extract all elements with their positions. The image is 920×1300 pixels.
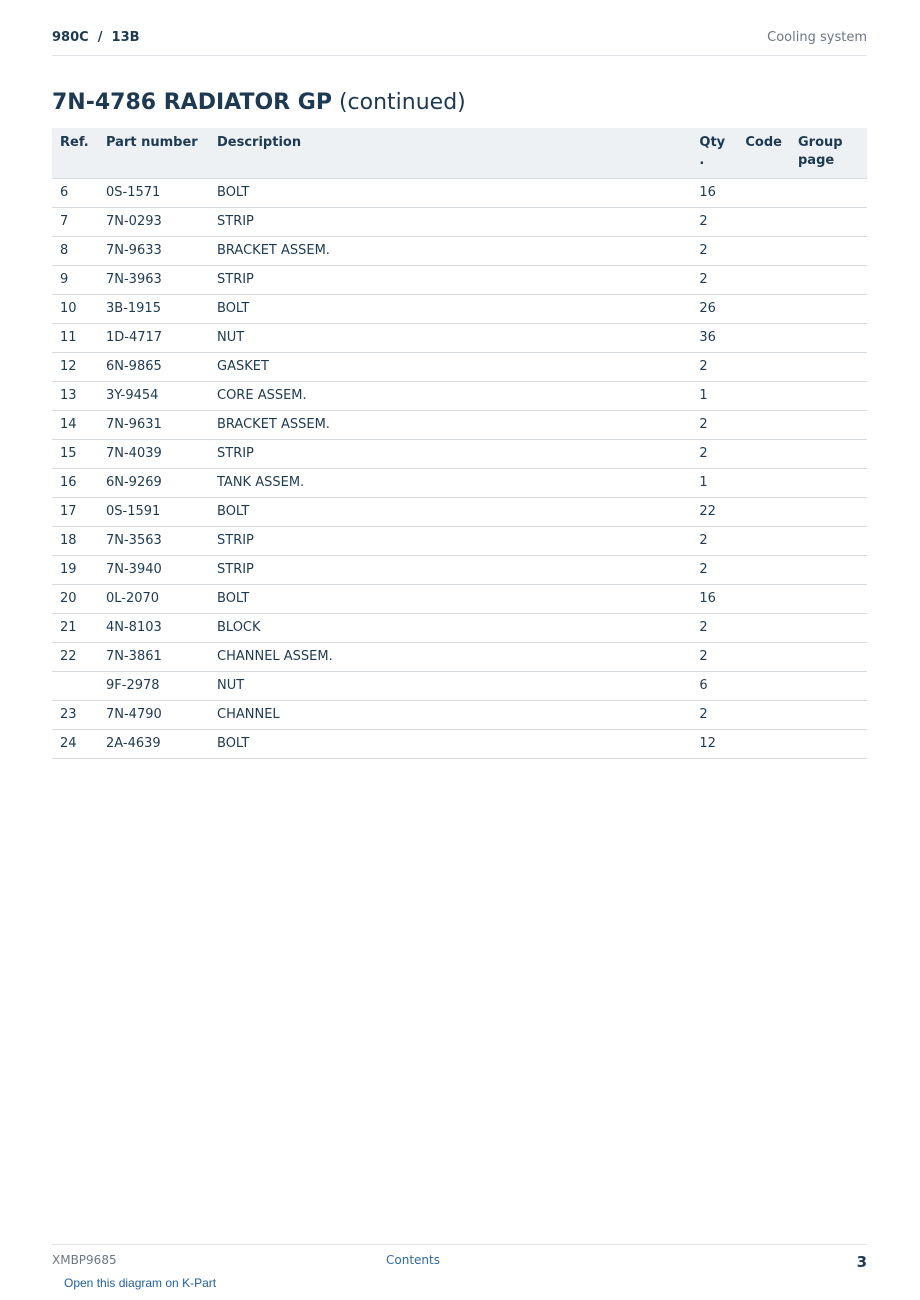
row-ref: 6	[52, 179, 98, 208]
row-group-page	[790, 411, 867, 440]
row-description: CORE ASSEM.	[209, 382, 691, 411]
col-qty: Qty .	[691, 128, 737, 179]
row-part-number: 7N-9631	[98, 411, 209, 440]
model-label: 980C / 13B	[52, 30, 140, 45]
row-part-number: 0S-1571	[98, 179, 209, 208]
row-group-page	[790, 730, 867, 759]
row-part-number: 3Y-9454	[98, 382, 209, 411]
row-description: GASKET	[209, 353, 691, 382]
row-part-number: 4N-8103	[98, 614, 209, 643]
row-code	[737, 701, 790, 730]
row-code	[737, 527, 790, 556]
row-group-page	[790, 324, 867, 353]
page-title	[52, 90, 466, 115]
row-qty: 16	[691, 179, 737, 208]
title-part: 7N-4786 RADIATOR GP	[52, 90, 332, 115]
row-group-page	[790, 208, 867, 237]
row-ref: 7	[52, 208, 98, 237]
row-ref: 20	[52, 585, 98, 614]
table-row	[52, 730, 867, 759]
row-ref: 8	[52, 237, 98, 266]
table-row	[52, 382, 867, 411]
table-row	[52, 701, 867, 730]
row-code	[737, 237, 790, 266]
table-row	[52, 411, 867, 440]
row-group-page	[790, 295, 867, 324]
row-qty: 2	[691, 527, 737, 556]
row-description: BOLT	[209, 498, 691, 527]
row-code	[737, 208, 790, 237]
col-code: Code	[737, 128, 790, 179]
row-description: BOLT	[209, 585, 691, 614]
table-row	[52, 585, 867, 614]
row-code	[737, 643, 790, 672]
row-qty: 2	[691, 701, 737, 730]
row-qty: 26	[691, 295, 737, 324]
row-description: BRACKET ASSEM.	[209, 411, 691, 440]
table-row	[52, 266, 867, 295]
row-ref: 16	[52, 469, 98, 498]
doc-id: XMBP9685	[52, 1253, 117, 1267]
row-code	[737, 266, 790, 295]
row-ref: 9	[52, 266, 98, 295]
col-group-page: Group page	[790, 128, 867, 179]
title-suffix: (continued)	[338, 90, 466, 115]
row-ref: 22	[52, 643, 98, 672]
row-part-number: 7N-3940	[98, 556, 209, 585]
row-part-number: 7N-0293	[98, 208, 209, 237]
row-ref: 24	[52, 730, 98, 759]
table-row	[52, 469, 867, 498]
row-group-page	[790, 701, 867, 730]
row-group-page	[790, 353, 867, 382]
row-group-page	[790, 498, 867, 527]
row-ref: 21	[52, 614, 98, 643]
table-row	[52, 324, 867, 353]
row-group-page	[790, 614, 867, 643]
row-ref: 19	[52, 556, 98, 585]
table-row	[52, 556, 867, 585]
row-code	[737, 614, 790, 643]
row-code	[737, 353, 790, 382]
row-group-page	[790, 643, 867, 672]
row-code	[737, 730, 790, 759]
table-row	[52, 672, 867, 701]
row-qty: 2	[691, 266, 737, 295]
row-ref: 11	[52, 324, 98, 353]
row-description: STRIP	[209, 208, 691, 237]
row-part-number: 3B-1915	[98, 295, 209, 324]
row-description: NUT	[209, 324, 691, 353]
row-ref: 17	[52, 498, 98, 527]
row-ref	[52, 672, 98, 701]
table-row	[52, 643, 867, 672]
row-qty: 1	[691, 469, 737, 498]
col-description: Description	[209, 128, 691, 179]
row-code	[737, 440, 790, 469]
row-qty: 2	[691, 556, 737, 585]
row-description: BRACKET ASSEM.	[209, 237, 691, 266]
row-part-number: 9F-2978	[98, 672, 209, 701]
row-description: BLOCK	[209, 614, 691, 643]
col-ref: Ref.	[52, 128, 98, 179]
section-label: Cooling system	[767, 30, 867, 45]
row-code	[737, 469, 790, 498]
row-code	[737, 295, 790, 324]
row-part-number: 7N-3963	[98, 266, 209, 295]
row-group-page	[790, 585, 867, 614]
row-ref: 13	[52, 382, 98, 411]
page-footer	[52, 1244, 867, 1271]
row-description: STRIP	[209, 266, 691, 295]
row-part-number: 6N-9269	[98, 469, 209, 498]
row-qty: 36	[691, 324, 737, 353]
row-code	[737, 411, 790, 440]
row-ref: 10	[52, 295, 98, 324]
row-code	[737, 179, 790, 208]
row-group-page	[790, 672, 867, 701]
row-qty: 2	[691, 643, 737, 672]
row-description: CHANNEL	[209, 701, 691, 730]
row-description: BOLT	[209, 730, 691, 759]
row-code	[737, 556, 790, 585]
parts-table	[52, 128, 867, 759]
row-qty: 22	[691, 498, 737, 527]
row-code	[737, 324, 790, 353]
row-description: STRIP	[209, 527, 691, 556]
table-row	[52, 295, 867, 324]
row-group-page	[790, 237, 867, 266]
row-part-number: 7N-4790	[98, 701, 209, 730]
table-row	[52, 440, 867, 469]
row-ref: 23	[52, 701, 98, 730]
row-description: STRIP	[209, 440, 691, 469]
row-part-number: 7N-4039	[98, 440, 209, 469]
row-group-page	[790, 179, 867, 208]
table-row	[52, 208, 867, 237]
row-part-number: 0L-2070	[98, 585, 209, 614]
row-code	[737, 498, 790, 527]
row-qty: 2	[691, 411, 737, 440]
row-group-page	[790, 440, 867, 469]
row-ref: 14	[52, 411, 98, 440]
row-description: BOLT	[209, 295, 691, 324]
row-part-number: 7N-3563	[98, 527, 209, 556]
row-group-page	[790, 469, 867, 498]
row-part-number: 0S-1591	[98, 498, 209, 527]
row-qty: 2	[691, 208, 737, 237]
row-part-number: 7N-3861	[98, 643, 209, 672]
row-description: BOLT	[209, 179, 691, 208]
row-part-number: 7N-9633	[98, 237, 209, 266]
row-group-page	[790, 527, 867, 556]
row-code	[737, 585, 790, 614]
col-part-number: Part number	[98, 128, 209, 179]
row-part-number: 1D-4717	[98, 324, 209, 353]
row-part-number: 6N-9865	[98, 353, 209, 382]
row-code	[737, 382, 790, 411]
table-row	[52, 353, 867, 382]
row-qty: 16	[691, 585, 737, 614]
table-row	[52, 179, 867, 208]
row-description: NUT	[209, 672, 691, 701]
table-header-row	[52, 128, 867, 179]
page-header	[52, 28, 867, 56]
row-code	[737, 672, 790, 701]
row-qty: 6	[691, 672, 737, 701]
table-row	[52, 237, 867, 266]
row-qty: 2	[691, 237, 737, 266]
kpart-link[interactable]: Open this diagram on K-Part	[64, 1276, 217, 1290]
row-description: TANK ASSEM.	[209, 469, 691, 498]
row-qty: 2	[691, 440, 737, 469]
contents-link[interactable]: Contents	[386, 1253, 440, 1267]
row-description: STRIP	[209, 556, 691, 585]
row-qty: 1	[691, 382, 737, 411]
row-ref: 15	[52, 440, 98, 469]
row-description: CHANNEL ASSEM.	[209, 643, 691, 672]
row-qty: 12	[691, 730, 737, 759]
row-ref: 18	[52, 527, 98, 556]
page-number: 3	[856, 1253, 867, 1271]
row-qty: 2	[691, 353, 737, 382]
row-group-page	[790, 266, 867, 295]
row-part-number: 2A-4639	[98, 730, 209, 759]
table-row	[52, 527, 867, 556]
row-qty: 2	[691, 614, 737, 643]
row-ref: 12	[52, 353, 98, 382]
table-row	[52, 498, 867, 527]
row-group-page	[790, 556, 867, 585]
table-row	[52, 614, 867, 643]
row-group-page	[790, 382, 867, 411]
